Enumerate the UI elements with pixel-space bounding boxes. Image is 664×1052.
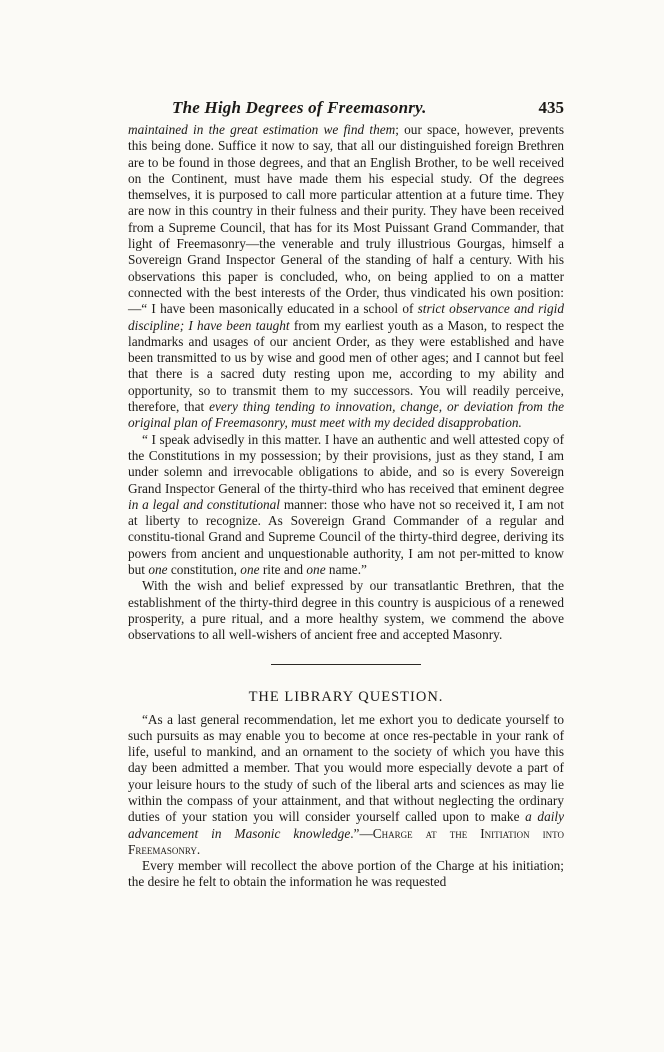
- running-title: The High Degrees of Freemasonry.: [172, 98, 427, 117]
- section-divider: [271, 664, 421, 665]
- text-span: manner: those who have not so received it, I am not at liberty to recognize. As Sovereign Grand Commander of a regular and constitu-tional Grand and Supreme Council of the thirty-third degree, deriving its powers from ancient and unquestionable authority, I am not per-mitted to know but: [128, 496, 564, 578]
- section-title: THE LIBRARY QUESTION.: [248, 688, 444, 705]
- italic-span: in a legal and constitutional: [128, 496, 280, 512]
- italic-span: one: [148, 562, 168, 578]
- body-paragraph-3: With the wish and belief expressed by our transatlantic Brethren, that the establishment of the thirty-third degree in this country is auspicious of a renewed prosperity, a pure ritual, and a more healthy system, we commend the above observations to all well-wishers of ancient free and accepted Masonry.: [128, 578, 564, 643]
- text-span: constitution,: [167, 562, 241, 578]
- text-span: “As a last general recommendation, let me exhort you to dedicate yourself to such pursuits as may enable you to become at once res-pectable in your rank of life, useful to mankind, and an ornament to the society of which you have this day been admitted a member. That you would more especially devote a part of your leisure hours to the study of such of the liberal arts and sciences as may lie within the compass of your attainment, and that without neglecting the ordinary duties of your station you will consider yourself called upon to make: [128, 711, 564, 825]
- text-span: name.”: [325, 562, 367, 578]
- section-paragraph-2: Every member will recollect the above portion of the Charge at his initiation; the desire he felt to obtain the information he was requested: [128, 858, 564, 890]
- text-span: .”—: [350, 825, 373, 841]
- text-span: “ I speak advisedly in this matter. I have an authentic and well attested copy of the Constitutions in my possession; by their provisions, just as they stand, I am under solemn and irrevocable obligations to abide, and so is every Sovereign Grand Inspector General of the thirty-third who has received that eminent degree: [128, 431, 564, 496]
- body-paragraph-1: [128, 122, 564, 432]
- italic-span: strict observance and rigid discipline; I have been taught: [128, 301, 564, 333]
- body-paragraph-2: [128, 432, 564, 579]
- text-span: ; our space, however, prevents this being done. Suffice it now to say, that all our distinguished foreign Brethren are to be found in those degrees, and that an English Brother, to be well received on the Continent, must have made them his especial study. Of the degrees themselves, it is purposed to call more particular attention at a future time. They are now in this country in their fulness and their purity. They have been received from a Supreme Council, that has for its Most Puissant Grand Commander, that light of Freemasonry—the venerable and truly illustrious Gourgas, himself a Sovereign Grand Inspector General of the standing of half a century. With his observations this paper is concluded, who, on being applied to on a matter connected with the best interests of the Order, thus vindicated his own position:—“ I have been masonically educated in a school of: [128, 122, 564, 317]
- italic-span: maintained in the great estimation we find them: [128, 122, 396, 137]
- page-number: 435: [538, 98, 564, 117]
- attribution: Charge at the Initiation into Freemasonry.: [128, 825, 564, 857]
- italic-span: one: [240, 562, 260, 578]
- section-paragraph-1: [128, 712, 564, 859]
- running-header: [128, 96, 564, 122]
- italic-span: every thing tending to innovation, change, or deviation from the original plan of Freemasonry, must meet with my decided disapprobation.: [128, 399, 564, 431]
- italic-span: a daily advancement in Masonic knowledge: [128, 809, 565, 841]
- italic-span: one: [306, 562, 326, 578]
- text-span: rite and: [259, 562, 307, 578]
- document-page: [128, 96, 564, 891]
- text-span: from my earliest youth as a Mason, to respect the landmarks and usages of our ancient Order, as they were established and have been transmitted to us by wise and good men of other ages; and I cannot but feel that there is a sacred duty resting upon me, according to my ability and opportunity, so to transmit them to my successors. You will readily perceive, therefore, that: [128, 317, 565, 415]
